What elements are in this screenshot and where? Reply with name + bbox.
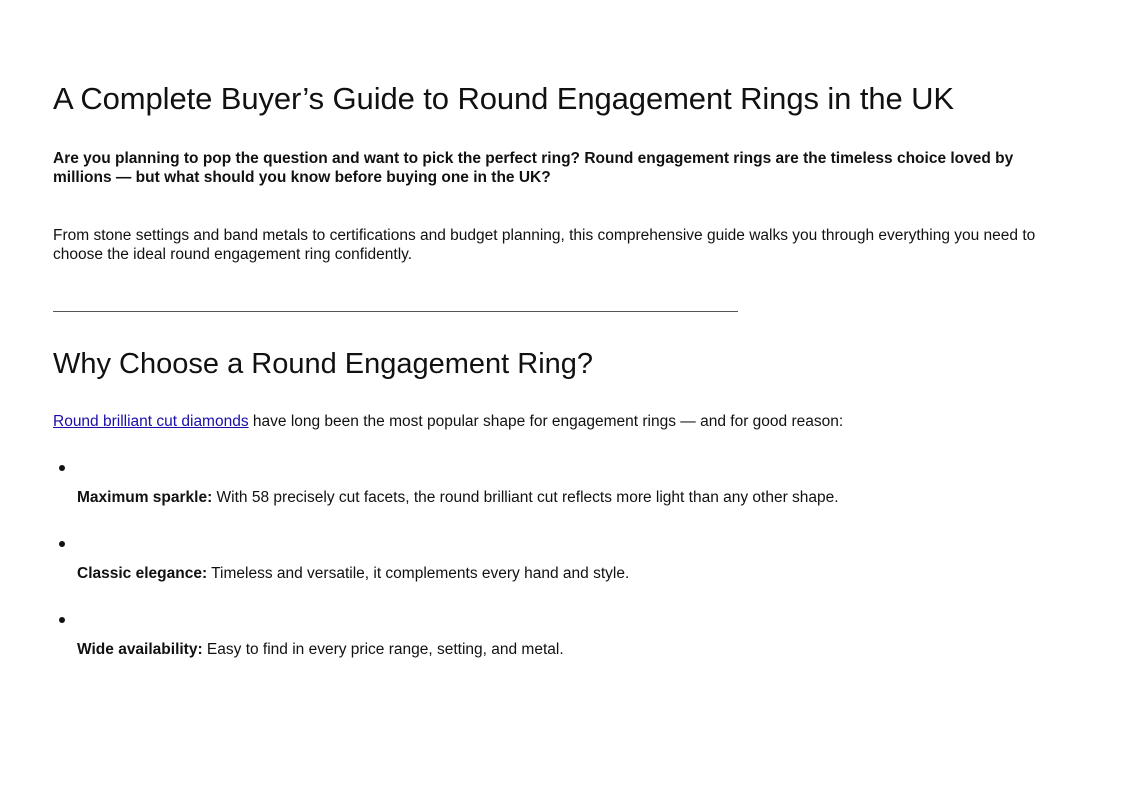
section-divider	[53, 311, 738, 312]
benefit-label: Maximum sparkle:	[77, 489, 213, 506]
bullet-icon	[59, 465, 65, 471]
intro-paragraph: From stone settings and band metals to certifications and budget planning, this comprehensive guide walks you through everything you need to choose the ideal round engagement ring confidently.	[53, 227, 1036, 263]
list-item	[53, 462, 1083, 538]
bullet-icon	[59, 617, 65, 623]
lead-paragraph: Are you planning to pop the question and want to pick the perfect ring? Round engagement rings are the timeless choice loved by millions — but what should you know before buying one in the UK?	[53, 150, 1014, 186]
benefits-list	[53, 462, 1083, 690]
benefit-label: Classic elegance:	[77, 565, 208, 582]
round-brilliant-link[interactable]: Round brilliant cut diamonds	[53, 413, 249, 430]
benefit-description: With 58 precisely cut facets, the round brilliant cut reflects more light than any other shape.	[212, 489, 839, 506]
section-heading-why: Why Choose a Round Engagement Ring?	[53, 348, 594, 380]
list-item	[53, 538, 1083, 614]
benefit-text	[77, 640, 564, 659]
benefit-description: Timeless and versatile, it complements every hand and style.	[207, 565, 630, 582]
benefit-text	[77, 488, 839, 507]
benefit-text	[77, 564, 629, 583]
bullet-icon	[59, 541, 65, 547]
why-paragraph-text: have long been the most popular shape for engagement rings — and for good reason:	[248, 413, 844, 430]
benefit-label: Wide availability:	[77, 641, 203, 658]
why-paragraph	[53, 412, 843, 431]
list-item	[53, 614, 1083, 690]
benefit-description: Easy to find in every price range, setting, and metal.	[202, 641, 564, 658]
page-title: A Complete Buyer’s Guide to Round Engagement Rings in the UK	[53, 81, 954, 116]
